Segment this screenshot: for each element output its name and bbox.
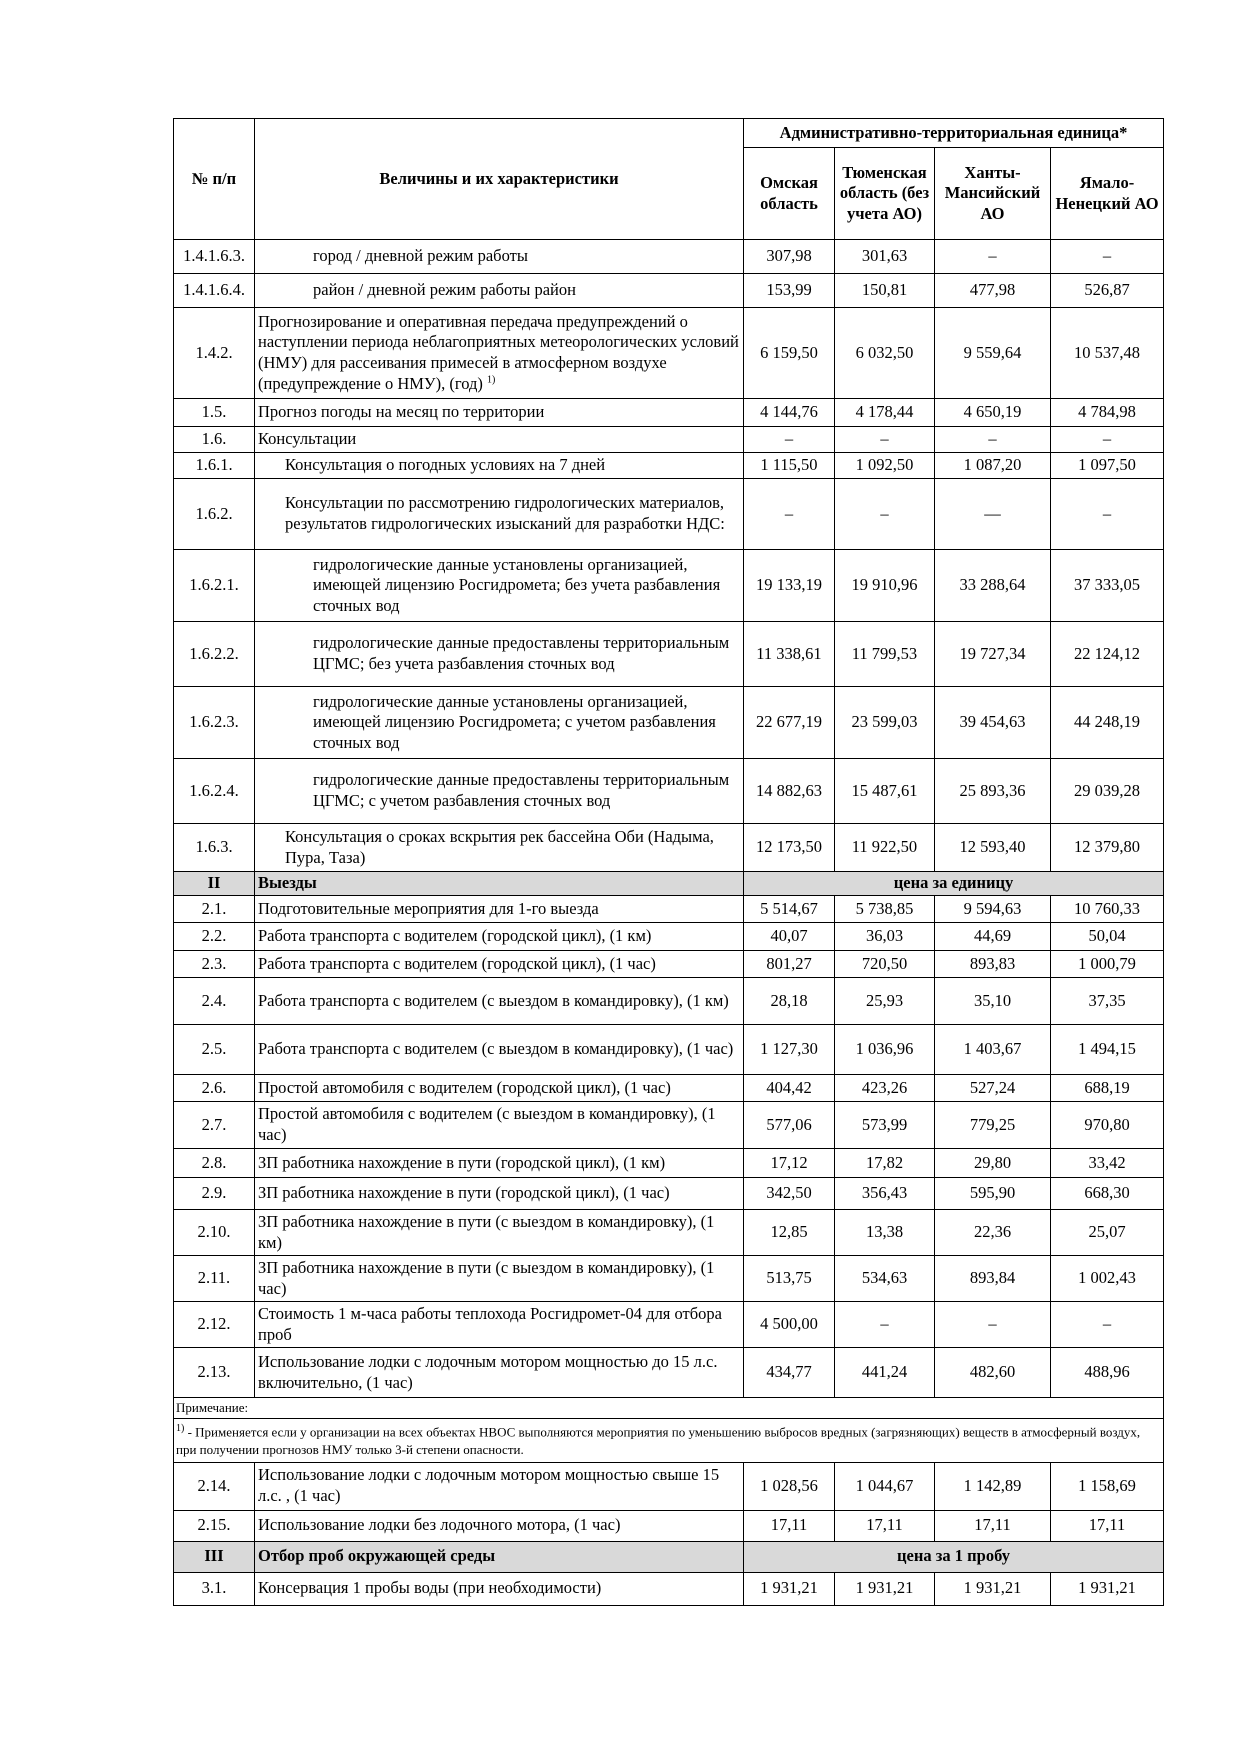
price-cell: 19 910,96 [835, 550, 935, 622]
price-cell: 893,84 [935, 1256, 1051, 1302]
row-description [255, 622, 744, 687]
price-cell: 44 248,19 [1051, 687, 1164, 759]
row-description-text: гидрологические данные предоставлены территориальным ЦГМС; без учета разбавления сточных вод [313, 633, 730, 673]
price-cell: — [935, 479, 1051, 550]
row-description [255, 1102, 744, 1149]
table-row [174, 550, 1164, 622]
row-number: 3.1. [174, 1572, 255, 1605]
table-row [174, 240, 1164, 274]
note-text-cell [174, 1418, 1164, 1462]
row-description-text: Использование лодки с лодочным мотором мощностью до 15 л.с. включительно, (1 час) [258, 1351, 718, 1392]
price-cell: – [835, 479, 935, 550]
row-description-text: ЗП работника нахождение в пути (городской цикл), (1 км) [258, 1152, 666, 1172]
price-cell: 893,83 [935, 951, 1051, 978]
price-cell: 12 173,50 [744, 824, 835, 872]
price-cell: 404,42 [744, 1075, 835, 1102]
table-row [174, 1302, 1164, 1348]
price-cell: 29 039,28 [1051, 759, 1164, 824]
table-row [174, 1510, 1164, 1541]
row-number: 1.4.1.6.4. [174, 274, 255, 308]
price-cell: 1 931,21 [1051, 1572, 1164, 1605]
price-cell: 25 893,36 [935, 759, 1051, 824]
row-number: 1.6.2.1. [174, 550, 255, 622]
price-cell: 37 333,05 [1051, 550, 1164, 622]
section-num: II [174, 872, 255, 896]
table-body-3 [174, 1462, 1164, 1541]
header-region: Тюменская область (без учета АО) [835, 148, 935, 240]
row-number: 2.6. [174, 1075, 255, 1102]
row-description [255, 1348, 744, 1398]
section-title: Выезды [255, 872, 744, 896]
row-number: 2.11. [174, 1256, 255, 1302]
price-cell: 1 092,50 [835, 453, 935, 479]
price-cell: 50,04 [1051, 923, 1164, 951]
price-cell: 33 288,64 [935, 550, 1051, 622]
table-row [174, 923, 1164, 951]
price-cell: 668,30 [1051, 1178, 1164, 1210]
row-number: 2.13. [174, 1348, 255, 1398]
row-description [255, 1462, 744, 1510]
price-cell: 1 403,67 [935, 1025, 1051, 1075]
price-cell: 801,27 [744, 951, 835, 978]
price-cell: 153,99 [744, 274, 835, 308]
row-description [255, 1149, 744, 1178]
note-text: - Применяется если у организации на всех объектах НВОС выполняются мероприятия по уменьшению выбросов вредных (загрязняющих) веществ в атмосферный воздух, при получении прогнозов НМУ только 3-й степени опасности. [176, 1424, 1141, 1457]
row-description-text: Консультация о сроках вскрытия рек бассейна Оби (Надыма, Пура, Таза) [285, 826, 714, 867]
price-cell: 4 500,00 [744, 1302, 835, 1348]
table-row [174, 1102, 1164, 1149]
note-block [174, 1398, 1164, 1463]
price-cell: 29,80 [935, 1149, 1051, 1178]
table-row [174, 1178, 1164, 1210]
header-group: Административно-территориальная единица* [744, 119, 1164, 148]
price-cell: 17,11 [744, 1510, 835, 1541]
row-number: 1.4.2. [174, 308, 255, 399]
price-cell: 1 000,79 [1051, 951, 1164, 978]
row-description-text: ЗП работника нахождение в пути (с выездом в командировку), (1 час) [258, 1257, 715, 1298]
price-cell: 434,77 [744, 1348, 835, 1398]
price-cell: 14 882,63 [744, 759, 835, 824]
row-number: 2.10. [174, 1210, 255, 1256]
table-row [174, 1256, 1164, 1302]
row-description [255, 1075, 744, 1102]
price-cell: 11 922,50 [835, 824, 935, 872]
row-number: 2.14. [174, 1462, 255, 1510]
row-description [255, 453, 744, 479]
price-cell: – [744, 427, 835, 453]
price-cell: 33,42 [1051, 1149, 1164, 1178]
table-row [174, 453, 1164, 479]
price-cell: 6 032,50 [835, 308, 935, 399]
price-cell: 4 178,44 [835, 399, 935, 427]
row-description [255, 1025, 744, 1075]
price-document [173, 118, 1163, 1606]
section-row-3 [174, 1541, 1164, 1572]
section-2 [174, 872, 1164, 896]
table-row [174, 759, 1164, 824]
row-description [255, 896, 744, 923]
price-cell: 12,85 [744, 1210, 835, 1256]
table-row [174, 687, 1164, 759]
table-row [174, 1210, 1164, 1256]
price-cell: 22 677,19 [744, 687, 835, 759]
price-cell: 513,75 [744, 1256, 835, 1302]
price-cell: 17,12 [744, 1149, 835, 1178]
price-cell: 527,24 [935, 1075, 1051, 1102]
row-description-text: Консервация 1 пробы воды (при необходимости) [258, 1578, 602, 1598]
row-number: 1.6.2. [174, 479, 255, 550]
table-row [174, 399, 1164, 427]
row-number: 1.6.1. [174, 453, 255, 479]
row-description-text: Работа транспорта с водителем (городской цикл), (1 час) [258, 953, 656, 973]
row-description-text: Работа транспорта с водителем (с выездом в командировку), (1 час) [258, 1039, 734, 1059]
table-row [174, 622, 1164, 687]
table-row [174, 824, 1164, 872]
price-cell: 342,50 [744, 1178, 835, 1210]
price-cell: – [835, 427, 935, 453]
section-price-label: цена за единицу [744, 872, 1164, 896]
row-description [255, 1302, 744, 1348]
price-cell: 11 338,61 [744, 622, 835, 687]
header-name: Величины и их характеристики [255, 119, 744, 240]
row-description [255, 1572, 744, 1605]
price-cell: 10 537,48 [1051, 308, 1164, 399]
table-row [174, 1348, 1164, 1398]
price-cell: 25,93 [835, 978, 935, 1025]
row-description-text: Консультации по рассмотрению гидрологических материалов, результатов гидрологических изысканий для разработки НДС: [285, 493, 725, 533]
row-description [255, 427, 744, 453]
price-cell: – [935, 427, 1051, 453]
price-cell: 1 044,67 [835, 1462, 935, 1510]
row-description-text: гидрологические данные установлены организацией, имеющей лицензию Росгидромета; с учетом разбавления сточных вод [313, 691, 716, 752]
price-cell: 19 133,19 [744, 550, 835, 622]
price-cell: 488,96 [1051, 1348, 1164, 1398]
price-cell: 28,18 [744, 978, 835, 1025]
row-description [255, 399, 744, 427]
row-number: 2.5. [174, 1025, 255, 1075]
price-cell: 1 115,50 [744, 453, 835, 479]
table-row [174, 274, 1164, 308]
price-cell: 1 142,89 [935, 1462, 1051, 1510]
price-cell: 13,38 [835, 1210, 935, 1256]
row-description [255, 687, 744, 759]
row-number: 2.3. [174, 951, 255, 978]
price-cell: 15 487,61 [835, 759, 935, 824]
price-cell: 40,07 [744, 923, 835, 951]
price-cell: – [935, 1302, 1051, 1348]
price-cell: 5 738,85 [835, 896, 935, 923]
row-number: 1.6.2.3. [174, 687, 255, 759]
row-description-text: Прогнозирование и оперативная передача предупреждений о наступлении периода неблагоприятных метеорологических условий (НМУ) для рассеивания примесей в атмосферном воздухе (предупреждение о НМУ), (год) [258, 311, 739, 393]
row-description-text: район / дневной режим работы район [313, 280, 576, 300]
row-description [255, 274, 744, 308]
price-cell: 11 799,53 [835, 622, 935, 687]
price-cell: 17,11 [935, 1510, 1051, 1541]
row-description-text: город / дневной режим работы [313, 246, 528, 266]
table-row [174, 1025, 1164, 1075]
price-cell: 423,26 [835, 1075, 935, 1102]
price-cell: 970,80 [1051, 1102, 1164, 1149]
price-cell: 307,98 [744, 240, 835, 274]
table-row [174, 427, 1164, 453]
row-description [255, 824, 744, 872]
price-cell: 477,98 [935, 274, 1051, 308]
row-description-text: Консультация о погодных условиях на 7 дней [285, 455, 606, 475]
price-cell: 595,90 [935, 1178, 1051, 1210]
row-number: 1.6. [174, 427, 255, 453]
section-3 [174, 1541, 1164, 1572]
note-title: Примечание: [174, 1398, 1164, 1419]
row-footnote-mark: 1) [487, 374, 496, 386]
row-description-text: Прогноз погоды на месяц по территории [258, 402, 545, 422]
row-number: 1.5. [174, 399, 255, 427]
row-description-text: Стоимость 1 м-часа работы теплохода Росгидромет-04 для отбора проб [258, 1303, 722, 1344]
header-region: Омская область [744, 148, 835, 240]
price-cell: 150,81 [835, 274, 935, 308]
row-description-text: Простой автомобиля с водителем (с выездом в командировку), (1 час) [258, 1104, 716, 1144]
table-row [174, 1462, 1164, 1510]
row-number: 2.1. [174, 896, 255, 923]
row-description-text: Работа транспорта с водителем (городской цикл), (1 км) [258, 926, 652, 946]
price-cell: 9 559,64 [935, 308, 1051, 399]
table-body-2 [174, 896, 1164, 1398]
price-cell: 1 931,21 [935, 1572, 1051, 1605]
row-description [255, 308, 744, 399]
price-cell: 301,63 [835, 240, 935, 274]
price-cell: 1 087,20 [935, 453, 1051, 479]
price-cell: 534,63 [835, 1256, 935, 1302]
row-number: 1.6.2.4. [174, 759, 255, 824]
price-cell: 482,60 [935, 1348, 1051, 1398]
row-description [255, 951, 744, 978]
row-description [255, 759, 744, 824]
row-number: 2.15. [174, 1510, 255, 1541]
price-cell: 22 124,12 [1051, 622, 1164, 687]
price-cell: 6 159,50 [744, 308, 835, 399]
row-number: 2.7. [174, 1102, 255, 1149]
table-body-4 [174, 1572, 1164, 1605]
price-cell: 526,87 [1051, 274, 1164, 308]
price-cell: – [1051, 479, 1164, 550]
table-row [174, 479, 1164, 550]
row-description-text: Работа транспорта с водителем (с выездом в командировку), (1 км) [258, 990, 729, 1010]
row-description-text: ЗП работника нахождение в пути (с выездом в командировку), (1 км) [258, 1211, 715, 1252]
price-cell: 573,99 [835, 1102, 935, 1149]
header-region: Ханты-Мансийский АО [935, 148, 1051, 240]
row-description [255, 1256, 744, 1302]
price-cell: 12 379,80 [1051, 824, 1164, 872]
row-description [255, 923, 744, 951]
row-description-text: Использование лодки с лодочным мотором мощностью свыше 15 л.с. , (1 час) [258, 1465, 720, 1506]
row-description [255, 240, 744, 274]
price-cell: 35,10 [935, 978, 1051, 1025]
section-price-label: цена за 1 пробу [744, 1541, 1164, 1572]
row-description [255, 978, 744, 1025]
price-cell: 4 144,76 [744, 399, 835, 427]
price-cell: 17,11 [835, 1510, 935, 1541]
row-number: 2.4. [174, 978, 255, 1025]
note-title-row [174, 1398, 1164, 1419]
price-cell: 4 784,98 [1051, 399, 1164, 427]
table-row [174, 951, 1164, 978]
table-row [174, 1075, 1164, 1102]
note-sup: 1) [176, 1422, 185, 1434]
price-cell: 37,35 [1051, 978, 1164, 1025]
price-cell: 441,24 [835, 1348, 935, 1398]
price-cell: 356,43 [835, 1178, 935, 1210]
price-cell: – [935, 240, 1051, 274]
row-description [255, 1210, 744, 1256]
row-description [255, 1510, 744, 1541]
price-cell: 720,50 [835, 951, 935, 978]
price-cell: 1 494,15 [1051, 1025, 1164, 1075]
table-body-1 [174, 240, 1164, 872]
row-description-text: Простой автомобиля с водителем (городской цикл), (1 час) [258, 1077, 671, 1097]
price-cell: 22,36 [935, 1210, 1051, 1256]
price-cell: 17,82 [835, 1149, 935, 1178]
price-cell: – [744, 479, 835, 550]
row-number: 2.8. [174, 1149, 255, 1178]
row-description-text: Консультации [258, 429, 357, 449]
table-row [174, 308, 1164, 399]
table-row [174, 896, 1164, 923]
table-row [174, 1572, 1164, 1605]
price-cell: 688,19 [1051, 1075, 1164, 1102]
row-description-text: Подготовительные мероприятия для 1-го выезда [258, 898, 599, 918]
row-number: 2.9. [174, 1178, 255, 1210]
price-cell: 12 593,40 [935, 824, 1051, 872]
row-description-text: Использование лодки без лодочного мотора, (1 час) [258, 1515, 621, 1535]
row-number: 1.6.2.2. [174, 622, 255, 687]
header-num: № п/п [174, 119, 255, 240]
price-cell: 1 002,43 [1051, 1256, 1164, 1302]
price-cell: 19 727,34 [935, 622, 1051, 687]
price-cell: 4 650,19 [935, 399, 1051, 427]
row-description-text: гидрологические данные предоставлены территориальным ЦГМС; с учетом разбавления сточных вод [313, 770, 730, 810]
price-cell: 9 594,63 [935, 896, 1051, 923]
row-number: 1.4.1.6.3. [174, 240, 255, 274]
row-description [255, 479, 744, 550]
note-text-row [174, 1418, 1164, 1462]
row-description [255, 550, 744, 622]
row-number: 2.2. [174, 923, 255, 951]
price-cell: – [1051, 240, 1164, 274]
table-row [174, 1149, 1164, 1178]
section-row-2 [174, 872, 1164, 896]
price-cell: 36,03 [835, 923, 935, 951]
row-number: 2.12. [174, 1302, 255, 1348]
price-cell: 23 599,03 [835, 687, 935, 759]
price-cell: 10 760,33 [1051, 896, 1164, 923]
section-title: Отбор проб окружающей среды [255, 1541, 744, 1572]
price-cell: 17,11 [1051, 1510, 1164, 1541]
price-cell: – [1051, 1302, 1164, 1348]
price-cell: – [1051, 427, 1164, 453]
price-cell: 1 028,56 [744, 1462, 835, 1510]
price-table [173, 118, 1164, 1606]
price-cell: 1 931,21 [835, 1572, 935, 1605]
price-cell: 25,07 [1051, 1210, 1164, 1256]
price-cell: 1 036,96 [835, 1025, 935, 1075]
price-cell: 1 158,69 [1051, 1462, 1164, 1510]
row-number: 1.6.3. [174, 824, 255, 872]
price-cell: – [835, 1302, 935, 1348]
price-cell: 1 127,30 [744, 1025, 835, 1075]
price-cell: 39 454,63 [935, 687, 1051, 759]
section-num: III [174, 1541, 255, 1572]
price-cell: 577,06 [744, 1102, 835, 1149]
table-row [174, 978, 1164, 1025]
row-description-text: гидрологические данные установлены организацией, имеющей лицензию Росгидромета; без учета разбавления сточных вод [313, 554, 721, 615]
row-description [255, 1178, 744, 1210]
header-region: Ямало-Ненецкий АО [1051, 148, 1164, 240]
price-cell: 1 931,21 [744, 1572, 835, 1605]
price-cell: 5 514,67 [744, 896, 835, 923]
price-cell: 1 097,50 [1051, 453, 1164, 479]
price-cell: 44,69 [935, 923, 1051, 951]
price-cell: 779,25 [935, 1102, 1051, 1149]
row-description-text: ЗП работника нахождение в пути (городской цикл), (1 час) [258, 1183, 670, 1203]
header-row-1 [174, 119, 1164, 148]
